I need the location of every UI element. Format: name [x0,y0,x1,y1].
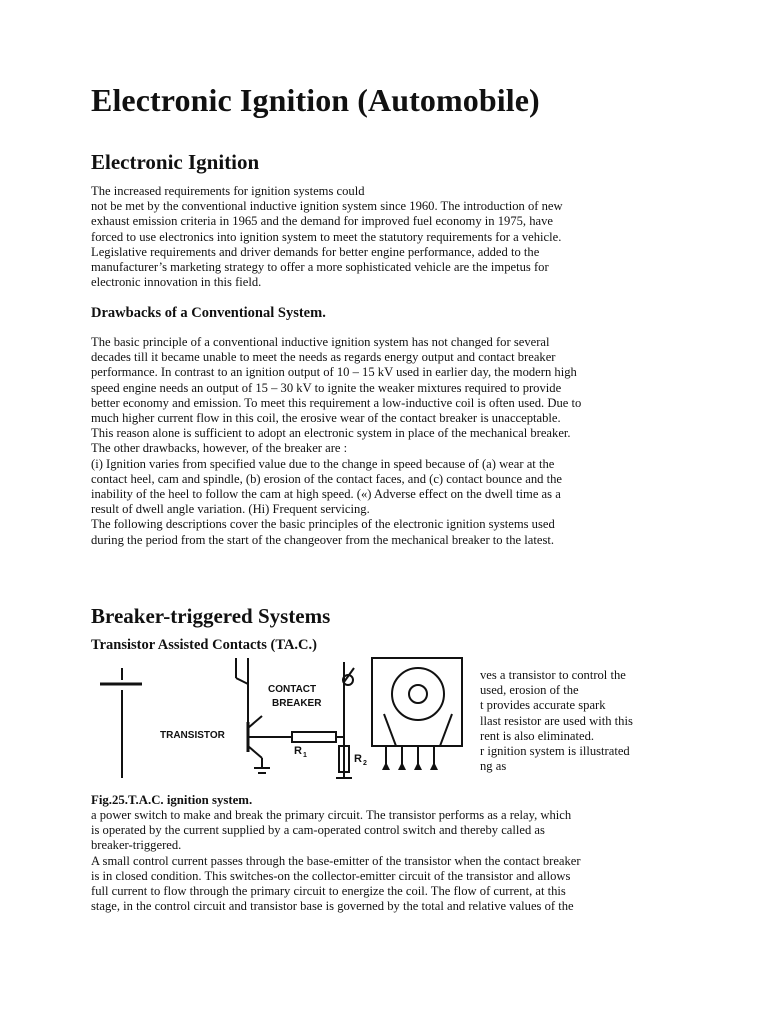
page-title: Electronic Ignition (Automobile) [91,82,540,118]
distributor-rotor [409,685,427,703]
figure-label-r1: R [294,745,302,757]
text-line: is in closed condition. This switches-on the collector-emitter circuit of the transistor and allows [91,868,571,883]
text-line: much higher current flow in this coil, the erosive wear of the contact breaker is unacceptable. [91,411,561,426]
section-heading-breaker-triggered: Breaker-triggered Systems [91,604,331,628]
text-line: This reason alone is sufficient to adopt an electronic system in place of the mechanical breaker. [91,426,571,441]
text-line: The increased requirements for ignition systems could [91,184,365,198]
text-line: used, erosion of the [480,683,579,698]
text-line: performance. In contrast to an ignition output of 10 – 15 kV used in earlier day, the modern high [91,365,577,380]
text-line: The following descriptions cover the basic principles of the electronic ignition systems used [91,517,555,532]
section-heading-drawbacks: Drawbacks of a Conventional System. [91,305,326,321]
text-line: (i) Ignition varies from specified value due to the change in speed because of (a) wear at the [91,456,555,471]
text-line: stage, in the control circuit and transistor base is governed by the total and relative values of the [91,899,574,914]
figure-label-r2-sub: 2 [363,760,367,767]
text-line: inability of the heel to follow the cam at high speed. («) Adverse effect on the dwell time as a [91,487,561,502]
figure-label-r1-sub: 1 [303,752,307,759]
text-line: is operated by the current supplied by a cam-operated control switch and thereby called as [91,823,545,838]
paragraph-tac [91,808,711,914]
distributor-lead [440,714,452,746]
paragraph-intro [91,184,711,290]
text-line: The basic principle of a conventional inductive ignition system has not changed for several [91,335,550,349]
subheading-tac: Transistor Assisted Contacts (TA.C.) [91,637,317,653]
circuit-diagram [96,654,496,786]
distributor-lead [384,714,396,746]
text-line: result of dwell angle variation. (Hi) Frequent servicing. [91,502,370,517]
section-heading-electronic-ignition: Electronic Ignition [91,150,260,174]
coil-link [236,678,248,684]
text-line: The other drawbacks, however, of the breaker are : [91,441,348,456]
text-line: manufacturer’s marketing strategy to offer a more sophisticated vehicle are the impetus for [91,260,549,275]
figure-wrap-text [480,668,710,774]
figure-label-transistor: TRANSISTOR [160,730,225,741]
figure-label-contact: CONTACT [268,684,317,695]
figure-label-breaker: BREAKER [272,698,322,709]
distributor-cap [392,668,444,720]
text-line: contact heel, cam and spindle, (b) erosion of the contact faces, and (c) contact bounce and the [91,471,563,486]
transistor-collector [248,716,262,728]
paragraph-drawbacks [91,335,711,548]
text-line: t provides accurate spark [480,698,606,713]
text-line: r ignition system is illustrated [480,744,630,759]
text-line: a power switch to make and break the primary circuit. The transistor performs as a relay, which [91,808,572,822]
text-line: during the period from the start of the changeover from the mechanical breaker to the latest. [91,532,554,547]
text-line: ves a transistor to control the [480,668,626,682]
figure-caption: Fig.25.T.A.C. ignition system. [91,793,253,807]
text-line: forced to use electronics into ignition system to meet the statutory requirements for a vehicle. [91,229,562,244]
spark-plug-2 [398,762,406,770]
text-line: decades till it became unable to meet the needs as regards energy output and contact breaker [91,350,556,365]
text-line: breaker-triggered. [91,838,182,853]
spark-plug-3 [414,762,422,770]
figure-label-r2: R [354,753,362,765]
text-line: full current to flow through the primary circuit to energize the coil. The flow of current, at this [91,884,566,899]
transistor-emitter [248,746,262,758]
text-line: Legislative requirements and driver demands for better engine performance, added to the [91,244,540,259]
text-line: ng as [480,759,507,774]
text-line: exhaust emission criteria in 1965 and the demand for improved fuel economy in 1975, have [91,214,553,229]
text-line: A small control current passes through the base-emitter of the transistor when the contact breaker [91,853,581,868]
spark-plug-4 [430,762,438,770]
tac-circuit-figure [96,654,496,786]
text-line: llast resistor are used with this [480,713,633,728]
text-line: not be met by the conventional inductive ignition system since 1960. The introduction of new [91,199,563,214]
text-line: rent is also eliminated. [480,728,595,743]
text-line: electronic innovation in this field. [91,275,262,290]
text-line: speed engine needs an output of 15 – 30 kV to ignite the weaker mixtures required to provide [91,380,562,395]
spark-plug-1 [382,762,390,770]
resistor-r1 [292,732,336,742]
text-line: better economy and emission. To meet this requirement a low-inductive coil is often used. Due to [91,395,582,410]
